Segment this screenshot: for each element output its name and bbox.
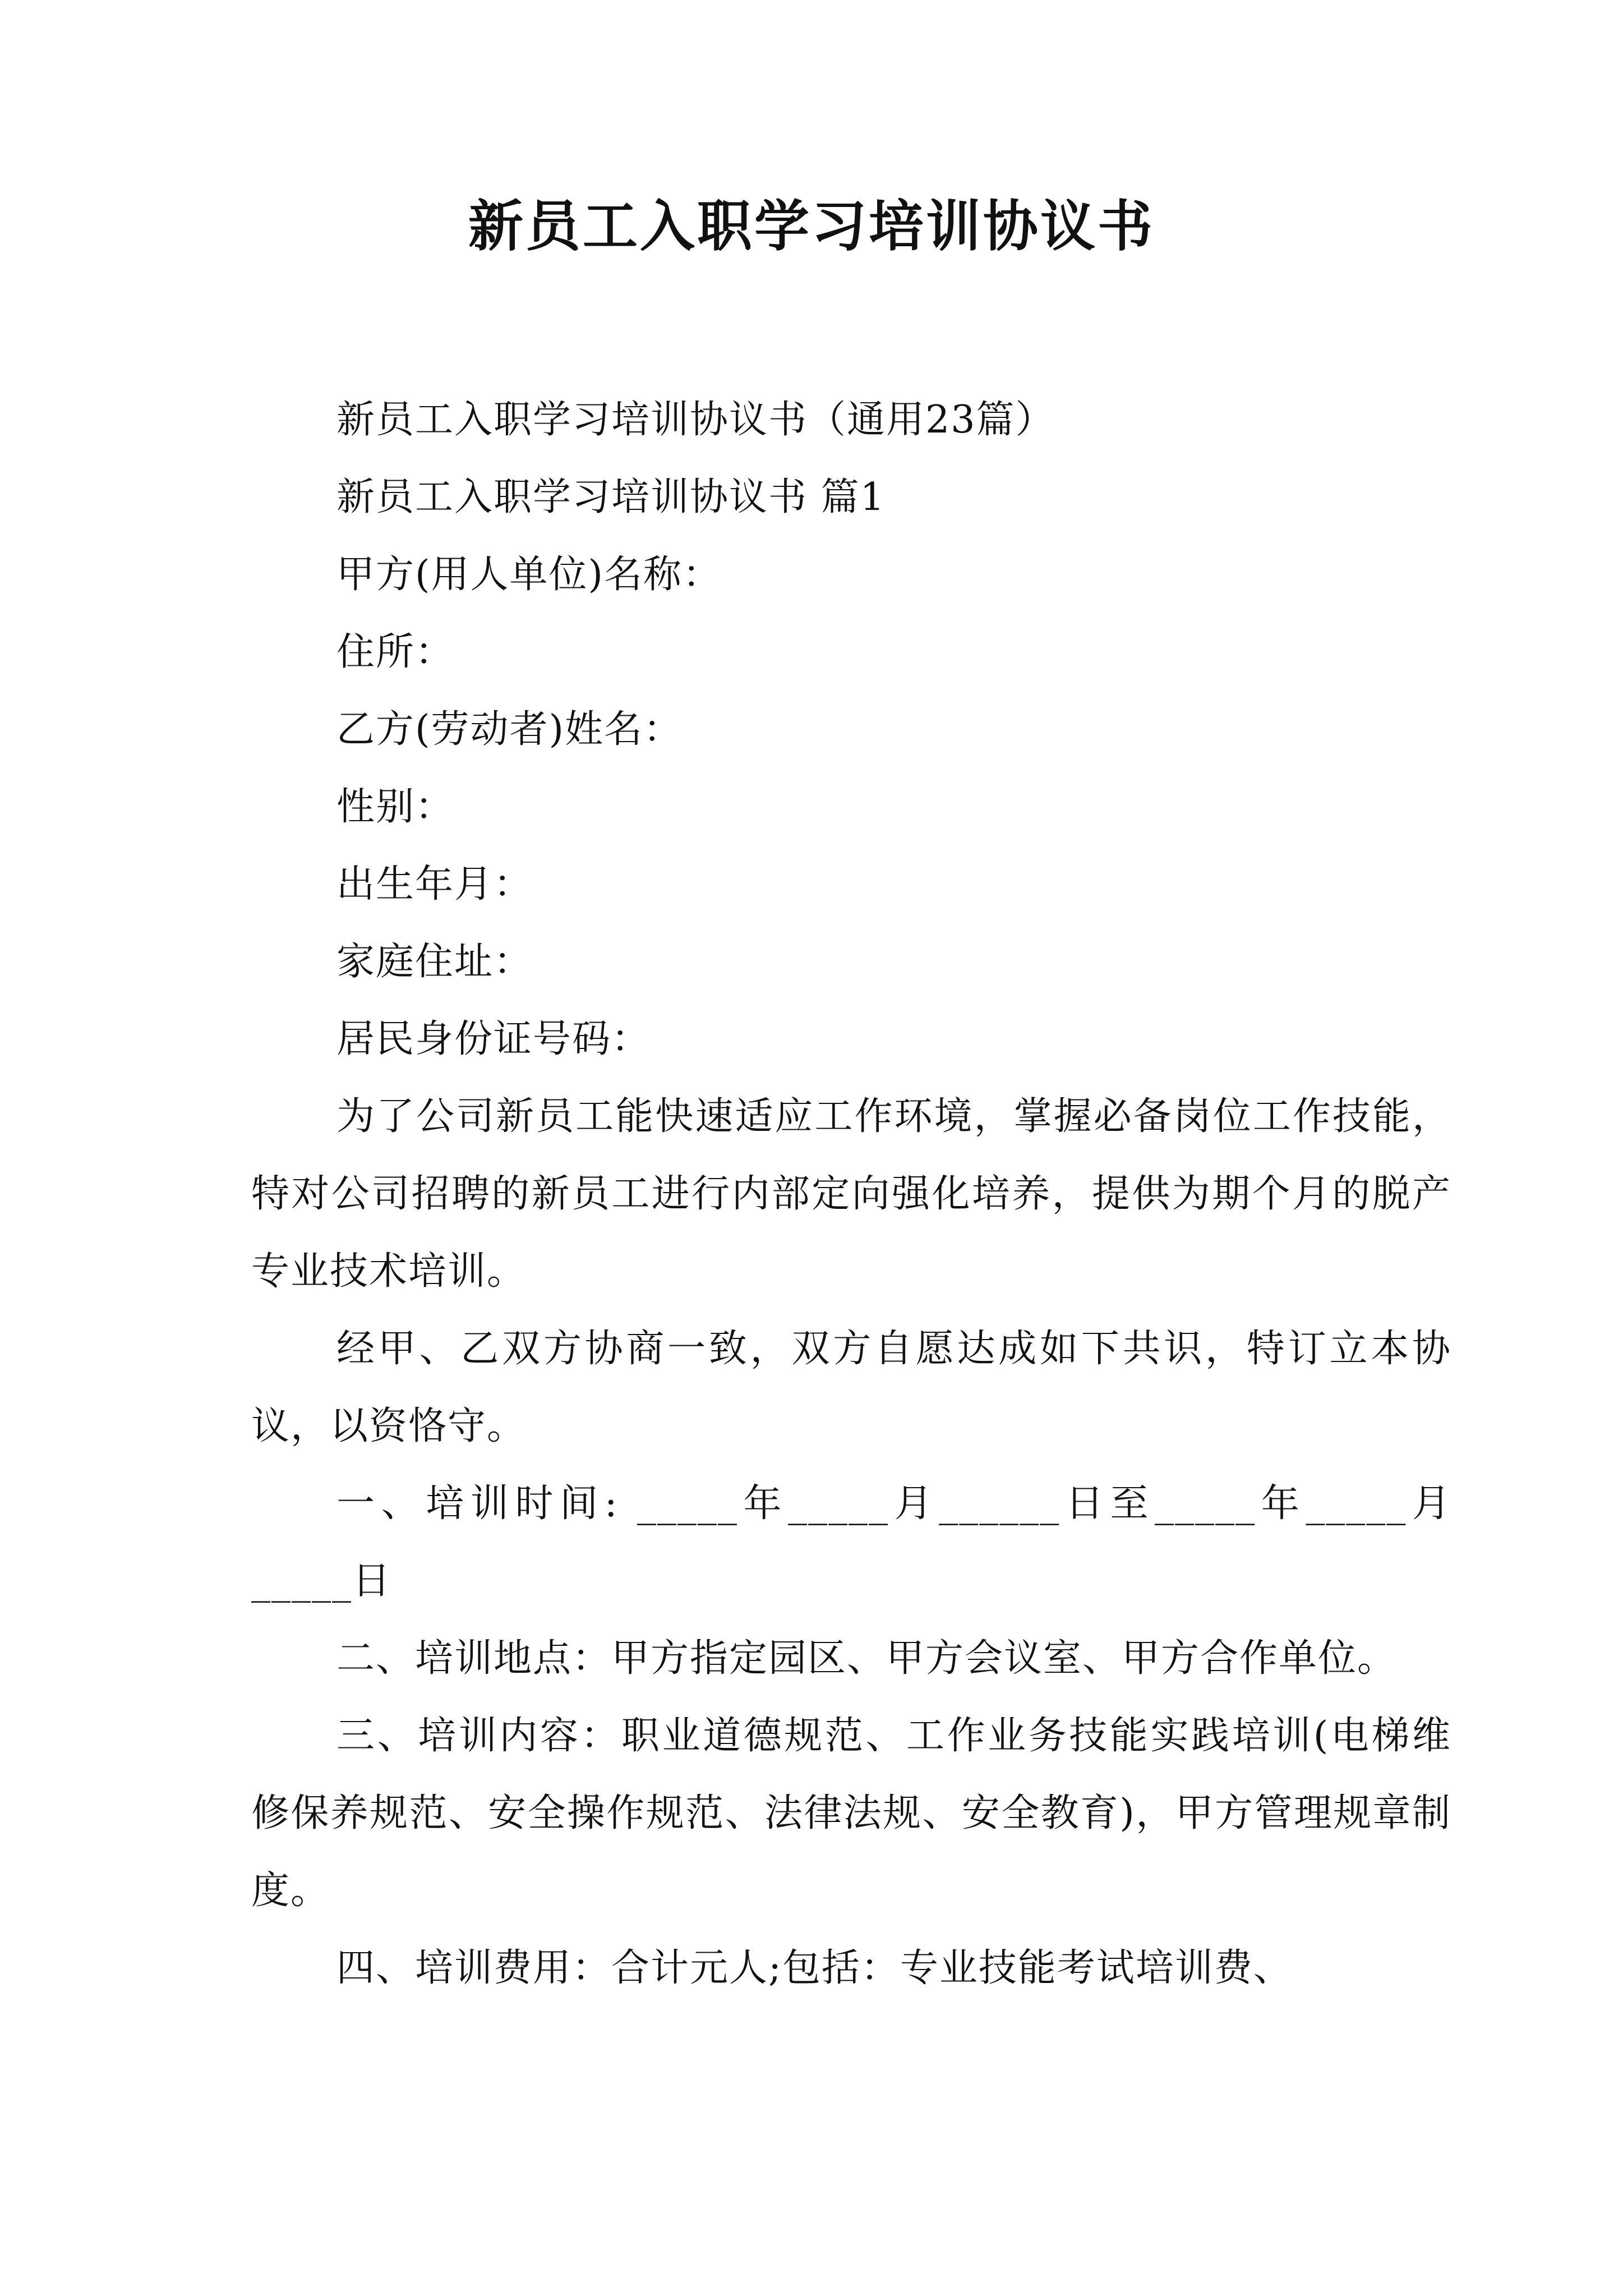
agreement-paragraph: 经甲、乙双方协商一致，双方自愿达成如下共识，特订立本协议，以资恪守。 <box>251 1327 1451 1448</box>
party-a-name-line: 甲方(用人单位)名称： <box>336 553 722 597</box>
birth-date-line: 出生年月： <box>336 862 533 907</box>
party-b-name-line: 乙方(劳动者)姓名： <box>336 707 683 752</box>
id-number-line: 居民身份证号码： <box>336 1017 651 1061</box>
clause-training-time: 一、培训时间: _____年_____月______日至_____年_____月_____日 <box>251 1481 1451 1603</box>
address-line: 住所： <box>336 630 455 674</box>
document-body <box>251 381 1451 2007</box>
document-title: 新员工入职学习培训协议书 <box>468 194 1155 259</box>
home-address-line: 家庭住址： <box>336 940 533 984</box>
clause-training-content: 三、培训内容：职业道德规范、工作业务技能实践培训(电梯维修保养规范、安全操作规范、法律法规、安全教育)，甲方管理规章制度。 <box>251 1714 1451 1913</box>
subtitle-paragraph: 新员工入职学习培训协议书（通用23篇） <box>336 398 1055 442</box>
purpose-paragraph: 为了公司新员工能快速适应工作环境，掌握必备岗位工作技能，特对公司招聘的新员工进行内部定向强化培养，提供为期个月的脱产专业技术培训。 <box>251 1094 1451 1294</box>
clause-training-location: 二、培训地点：甲方指定园区、甲方会议室、甲方合作单位。 <box>336 1636 1397 1681</box>
clause-training-cost: 四、培训费用：合计元人;包括：专业技能考试培训费、 <box>336 1946 1293 1990</box>
section-heading: 新员工入职学习培训协议书 篇1 <box>336 475 886 519</box>
gender-line: 性别： <box>336 785 455 829</box>
